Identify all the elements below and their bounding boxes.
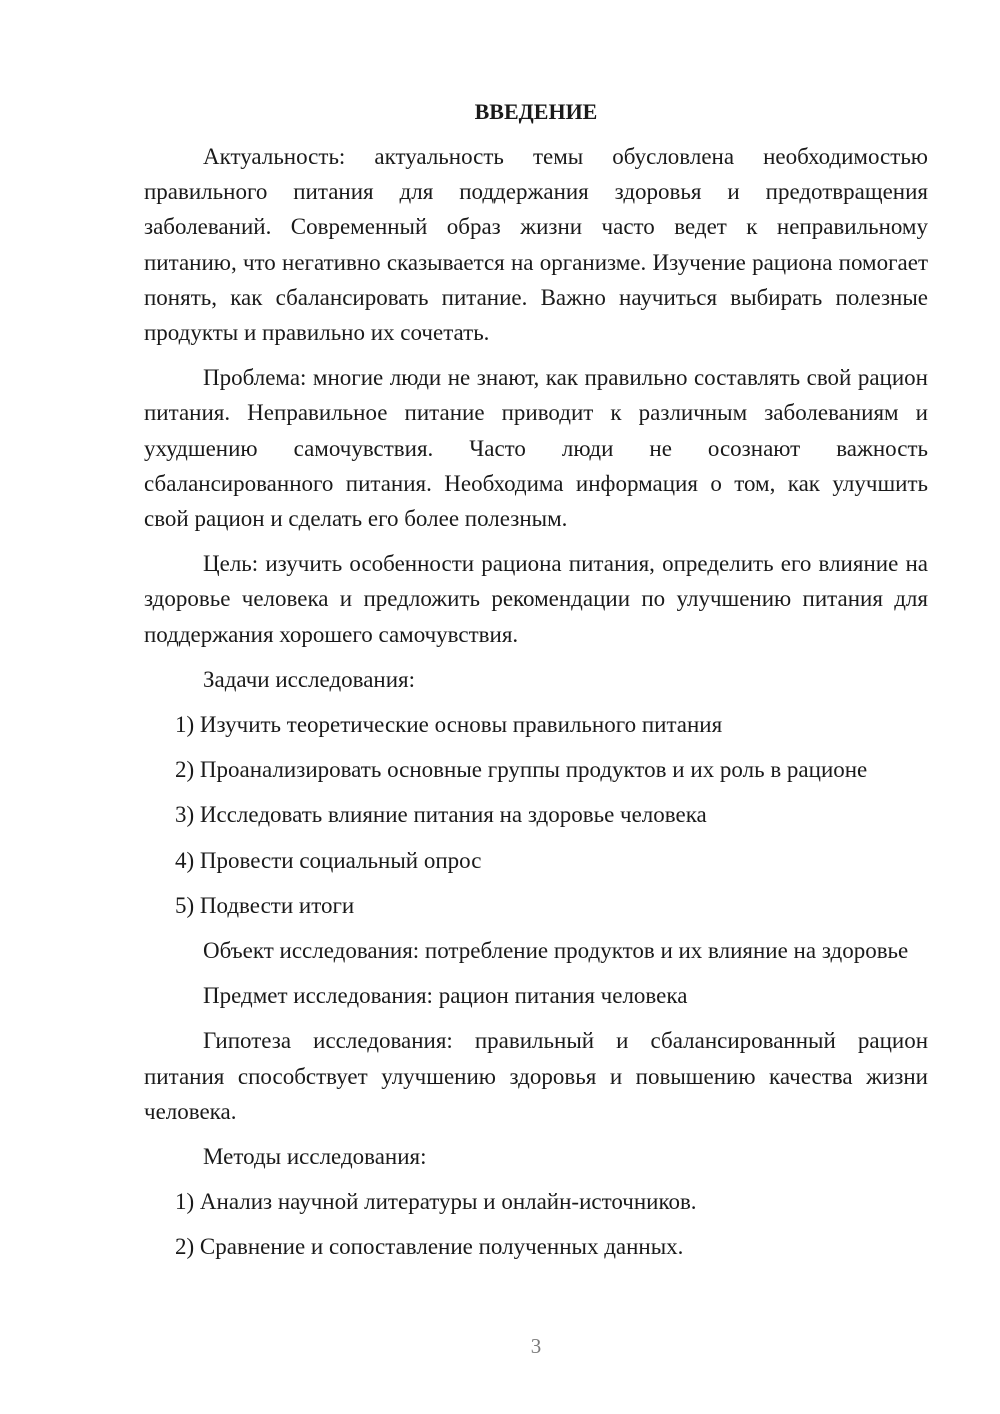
methods-heading: Методы исследования:: [203, 1144, 427, 1170]
page-number: 3: [530, 1334, 542, 1358]
list-item: 2) Проанализировать основные группы продуктов и их роль в рационе: [175, 757, 868, 783]
list-item: 1) Анализ научной литературы и онлайн-источников.: [175, 1189, 697, 1215]
list-item: 4) Провести социальный опрос: [175, 847, 482, 873]
page-content: [144, 97, 928, 1275]
methods-list: [144, 1184, 928, 1264]
object-paragraph: Объект исследования: потребление продуктов и их влияние на здоровье: [203, 938, 909, 964]
list-item: 3) Исследовать влияние питания на здоровье человека: [175, 802, 707, 828]
section-title: ВВЕДЕНИЕ: [474, 99, 598, 124]
relevance-paragraph: Актуальность: актуальность темы обусловлена необходимостью правильного питания для поддержания здоровья и предотвращения заболеваний. Современный образ жизни часто ведет к неправильному питанию, что негативно сказывается на организме. Изучение рациона помогает понять, как сбалансировать питание. Важно научиться выбирать полезные продукты и правильно их сочетать.: [144, 144, 928, 346]
list-item: 5) Подвести итоги: [175, 892, 355, 918]
list-item: 2) Сравнение и сопоставление полученных данных.: [175, 1234, 684, 1260]
subject-paragraph: Предмет исследования: рацион питания человека: [203, 983, 688, 1009]
problem-paragraph: Проблема: многие люди не знают, как правильно составлять свой рацион питания. Неправильное питание приводит к различным заболеваниям и ухудшению самочувствия. Часто люди не осознают важность сбалансированного питания. Необходима информация о том, как улучшить свой рацион и сделать его более полезным.: [144, 365, 928, 532]
tasks-list: [144, 707, 928, 923]
hypothesis-paragraph: Гипотеза исследования: правильный и сбалансированный рацион питания способствует улучшению здоровья и повышению качества жизни человека.: [144, 1028, 928, 1124]
tasks-heading: Задачи исследования:: [203, 666, 416, 692]
goal-paragraph: Цель: изучить особенности рациона питания, определить его влияние на здоровье человека и предложить рекомендации по улучшению питания для поддержания хорошего самочувствия.: [144, 551, 928, 647]
list-item: 1) Изучить теоретические основы правильного питания: [175, 712, 723, 738]
